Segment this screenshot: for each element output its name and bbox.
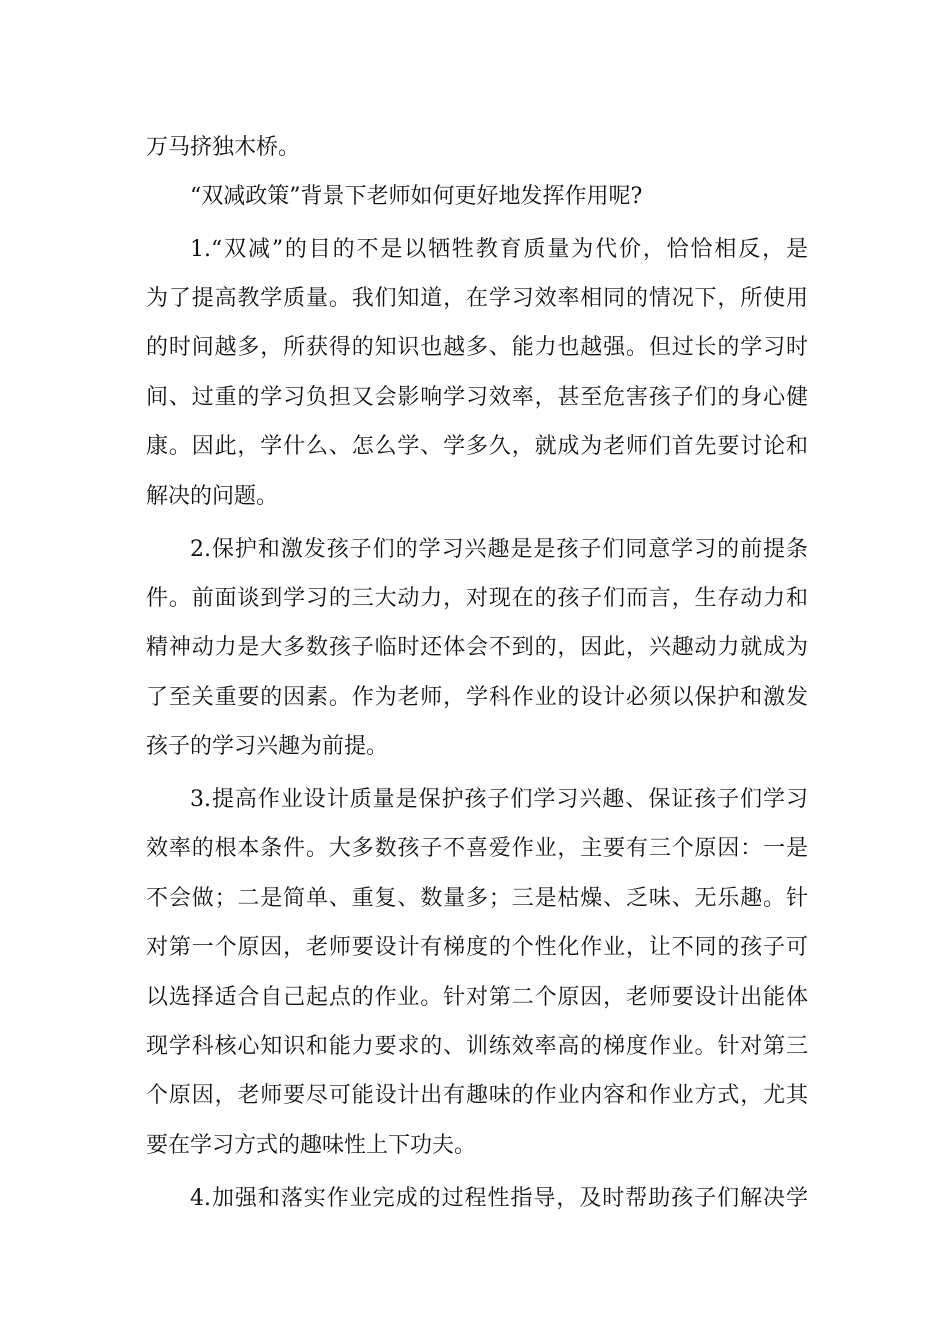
paragraph-3-line: 对第一个原因，老师要设计有梯度的个性化作业，让不同的孩子可 [146,935,808,960]
paragraph-3-line: 效率的根本条件。大多数孩子不喜爱作业，主要有三个原因：一是 [146,836,808,861]
paragraph-1-line: 1.“双减”的目的不是以牺牲教育质量为代价，恰恰相反，是 [190,237,808,262]
paragraph-3-line: 现学科核心知识和能力要求的、训练效率高的梯度作业。针对第三 [146,1034,808,1059]
paragraph-2-line: 了至关重要的因素。作为老师，学科作业的设计必须以保护和激发 [146,685,808,710]
paragraph-2-line: 件。前面谈到学习的三大动力，对现在的孩子们而言，生存动力和 [146,586,808,611]
paragraph-2-line: 精神动力是大多数孩子临时还体会不到的，因此，兴趣动力就成为 [146,635,808,660]
paragraph-1-line: 的时间越多，所获得的知识也越多、能力也越强。但过长的学习时 [146,335,808,360]
paragraph-2-line: 孩子的学习兴趣为前提。 [146,734,389,759]
paragraph-3-line: 要在学习方式的趣味性上下功夫。 [146,1133,477,1158]
paragraph-3-line: 3.提高作业设计质量是保护孩子们学习兴趣、保证孩子们学习 [190,787,808,812]
text-line: 万马挤独木桥。 [146,135,301,160]
paragraph-1-line: 间、过重的学习负担又会影响学习效率，甚至危害孩子们的身心健 [146,385,808,410]
question-heading: “双减政策”背景下老师如何更好地发挥作用呢? [190,184,643,209]
paragraph-2-line: 2.保护和激发孩子们的学习兴趣是是孩子们同意学习的前提条 [190,537,808,562]
paragraph-1-line: 为了提高教学质量。我们知道，在学习效率相同的情况下，所使用 [146,286,808,311]
paragraph-4-line: 4.加强和落实作业完成的过程性指导，及时帮助孩子们解决学 [190,1186,808,1211]
paragraph-3-line: 个原因，老师要尽可能设计出有趣味的作业内容和作业方式，尤其 [146,1083,808,1108]
paragraph-1-line: 解决的问题。 [146,484,279,509]
paragraph-1-line: 康。因此，学什么、怎么学、学多久，就成为老师们首先要讨论和 [146,434,808,459]
paragraph-3-line: 不会做；二是简单、重复、数量多；三是枯燥、乏味、无乐趣。针 [146,886,808,911]
paragraph-3-line: 以选择适合自己起点的作业。针对第二个原因，老师要设计出能体 [146,985,808,1010]
